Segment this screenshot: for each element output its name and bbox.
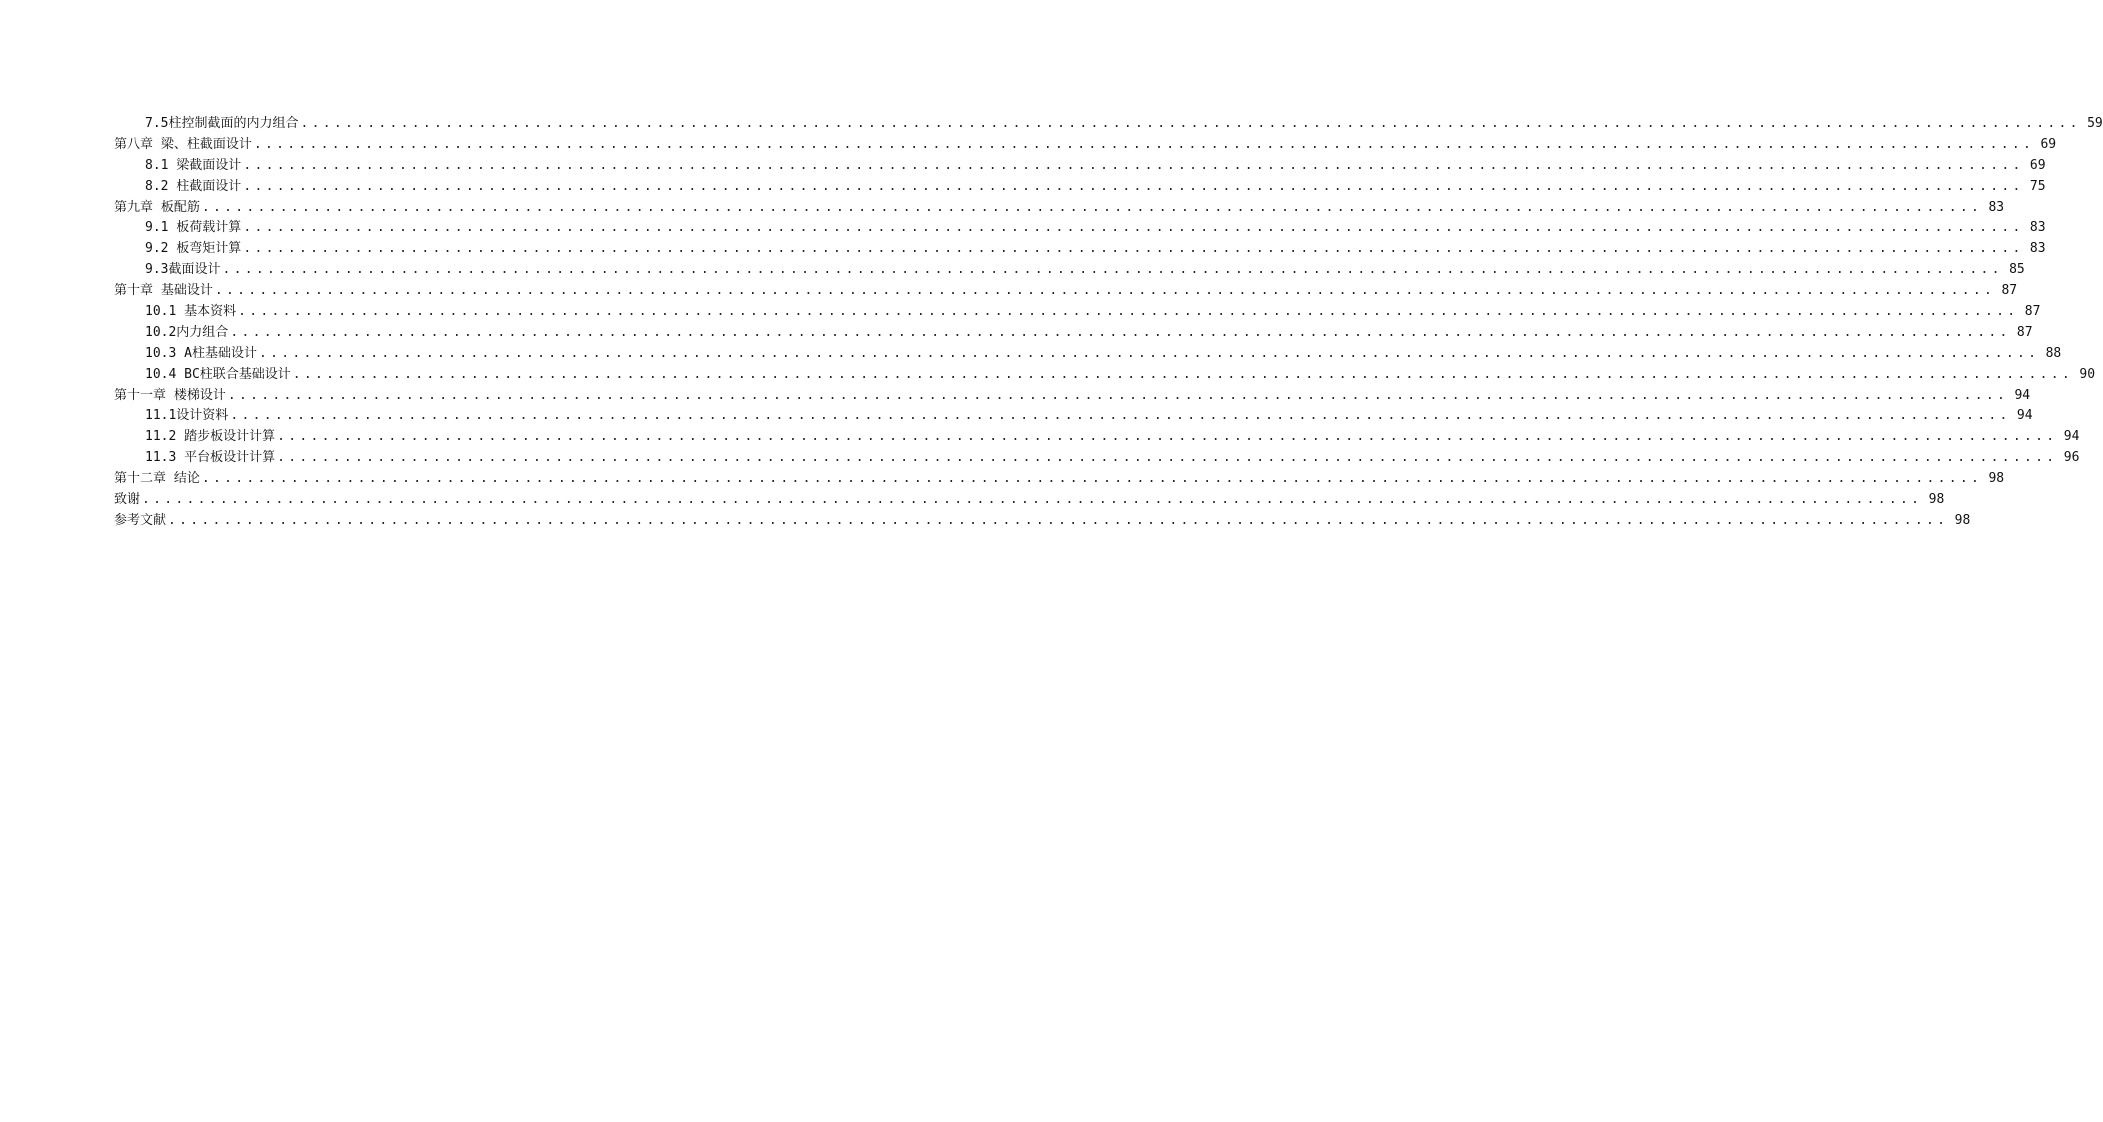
toc-dot-leader: ................................................................................................................................................................: [258, 345, 2040, 361]
toc-entry[interactable]: [114, 198, 2005, 219]
toc-entry-title: 11.1设计资料: [145, 408, 229, 424]
toc-entry-title: 9.1 板荷载计算: [145, 220, 242, 236]
toc-dot-leader: ................................................................................................................................................................: [201, 199, 1983, 215]
toc-entry-title: 第十二章 结论: [114, 471, 200, 487]
toc-entry[interactable]: [114, 323, 2033, 344]
toc-entry-page: 94: [2014, 387, 2031, 403]
toc-entry-title: 第九章 板配筋: [114, 199, 200, 215]
toc-entry[interactable]: [114, 302, 2041, 323]
toc-dot-leader: ................................................................................................................................................................: [243, 241, 2024, 257]
toc-entry[interactable]: [114, 448, 2080, 469]
toc-entry[interactable]: [114, 135, 2057, 156]
table-of-contents: [114, 114, 2103, 532]
toc-entry-page: 94: [2063, 429, 2080, 445]
toc-entry-page: 96: [2063, 450, 2080, 466]
toc-entry-title: 10.2内力组合: [145, 324, 229, 340]
toc-entry[interactable]: [114, 469, 2005, 490]
toc-entry[interactable]: [114, 239, 2046, 260]
toc-entry-page: 83: [2029, 220, 2046, 236]
toc-dot-leader: ................................................................................................................................................................: [142, 492, 1923, 508]
toc-entry-title: 11.3 平台板设计计算: [145, 450, 276, 466]
toc-dot-leader: ................................................................................................................................................................: [238, 304, 2019, 320]
toc-entry-title: 第十一章 楼梯设计: [114, 387, 226, 403]
toc-entry-page: 83: [2029, 241, 2046, 257]
toc-entry[interactable]: [114, 365, 2096, 386]
toc-entry[interactable]: [114, 406, 2033, 427]
toc-entry-page: 88: [2045, 345, 2062, 361]
toc-dot-leader: ................................................................................................................................................................: [300, 116, 2081, 131]
toc-entry-title: 第十章 基础设计: [114, 283, 213, 299]
toc-entry-page: 90: [2079, 366, 2096, 382]
toc-entry-page: 69: [2040, 136, 2057, 152]
toc-entry-title: 10.3 A柱基础设计: [145, 345, 257, 361]
toc-entry-title: 10.1 基本资料: [145, 304, 237, 320]
toc-entry-page: 69: [2029, 157, 2046, 173]
toc-entry-title: 9.3截面设计: [145, 262, 221, 278]
toc-entry[interactable]: [114, 427, 2080, 448]
toc-entry-page: 75: [2029, 178, 2046, 194]
toc-entry-title: 9.2 板弯矩计算: [145, 241, 242, 257]
toc-entry[interactable]: [114, 260, 2025, 281]
toc-dot-leader: ................................................................................................................................................................: [214, 283, 1996, 299]
toc-entry-page: 87: [2001, 283, 2018, 299]
toc-entry-page: 98: [1928, 492, 1945, 508]
toc-entry[interactable]: [114, 344, 2062, 365]
toc-entry-title: 10.4 BC柱联合基础设计: [145, 366, 291, 382]
toc-entry[interactable]: [114, 386, 2031, 407]
toc-entry[interactable]: [114, 156, 2046, 177]
toc-dot-leader: ................................................................................................................................................................: [243, 220, 2024, 236]
toc-entry-title: 8.1 梁截面设计: [145, 157, 242, 173]
toc-entry-title: 8.2 柱截面设计: [145, 178, 242, 194]
toc-entry[interactable]: [114, 490, 1945, 511]
toc-dot-leader: ................................................................................................................................................................: [230, 324, 2011, 340]
toc-entry-page: 98: [1954, 512, 1971, 528]
toc-entry-title: 11.2 踏步板设计计算: [145, 429, 276, 445]
toc-entry-page: 98: [1988, 471, 2005, 487]
toc-entry-title: 7.5柱控制截面的内力组合: [145, 116, 299, 131]
toc-dot-leader: ................................................................................................................................................................: [243, 178, 2024, 194]
toc-entry-title: 致谢: [114, 492, 141, 508]
toc-entry-page: 59: [2087, 116, 2103, 131]
toc-entry[interactable]: [114, 218, 2046, 239]
toc-dot-leader: ................................................................................................................................................................: [243, 157, 2024, 173]
toc-entry-page: 83: [1988, 199, 2005, 215]
toc-entry-page: 85: [2009, 262, 2025, 278]
toc-entry-page: 87: [2016, 324, 2033, 340]
toc-entry-title: 参考文献: [114, 512, 167, 528]
toc-entry[interactable]: [114, 177, 2046, 198]
toc-dot-leader: ................................................................................................................................................................: [277, 450, 2058, 466]
toc-dot-leader: ................................................................................................................................................................: [253, 136, 2035, 152]
toc-entry[interactable]: [114, 281, 2018, 302]
toc-dot-leader: ................................................................................................................................................................: [227, 387, 2009, 403]
toc-dot-leader: ................................................................................................................................................................: [222, 262, 2003, 278]
toc-dot-leader: ................................................................................................................................................................: [277, 429, 2058, 445]
toc-dot-leader: ................................................................................................................................................................: [292, 366, 2074, 382]
toc-entry-page: 87: [2024, 304, 2041, 320]
toc-entry-title: 第八章 梁、柱截面设计: [114, 136, 252, 152]
toc-dot-leader: ................................................................................................................................................................: [230, 408, 2011, 424]
toc-dot-leader: ................................................................................................................................................................: [168, 512, 1949, 528]
toc-entry[interactable]: [114, 511, 1971, 532]
toc-entry-page: 94: [2016, 408, 2033, 424]
toc-entry[interactable]: [114, 114, 2103, 135]
toc-dot-leader: ................................................................................................................................................................: [201, 471, 1983, 487]
